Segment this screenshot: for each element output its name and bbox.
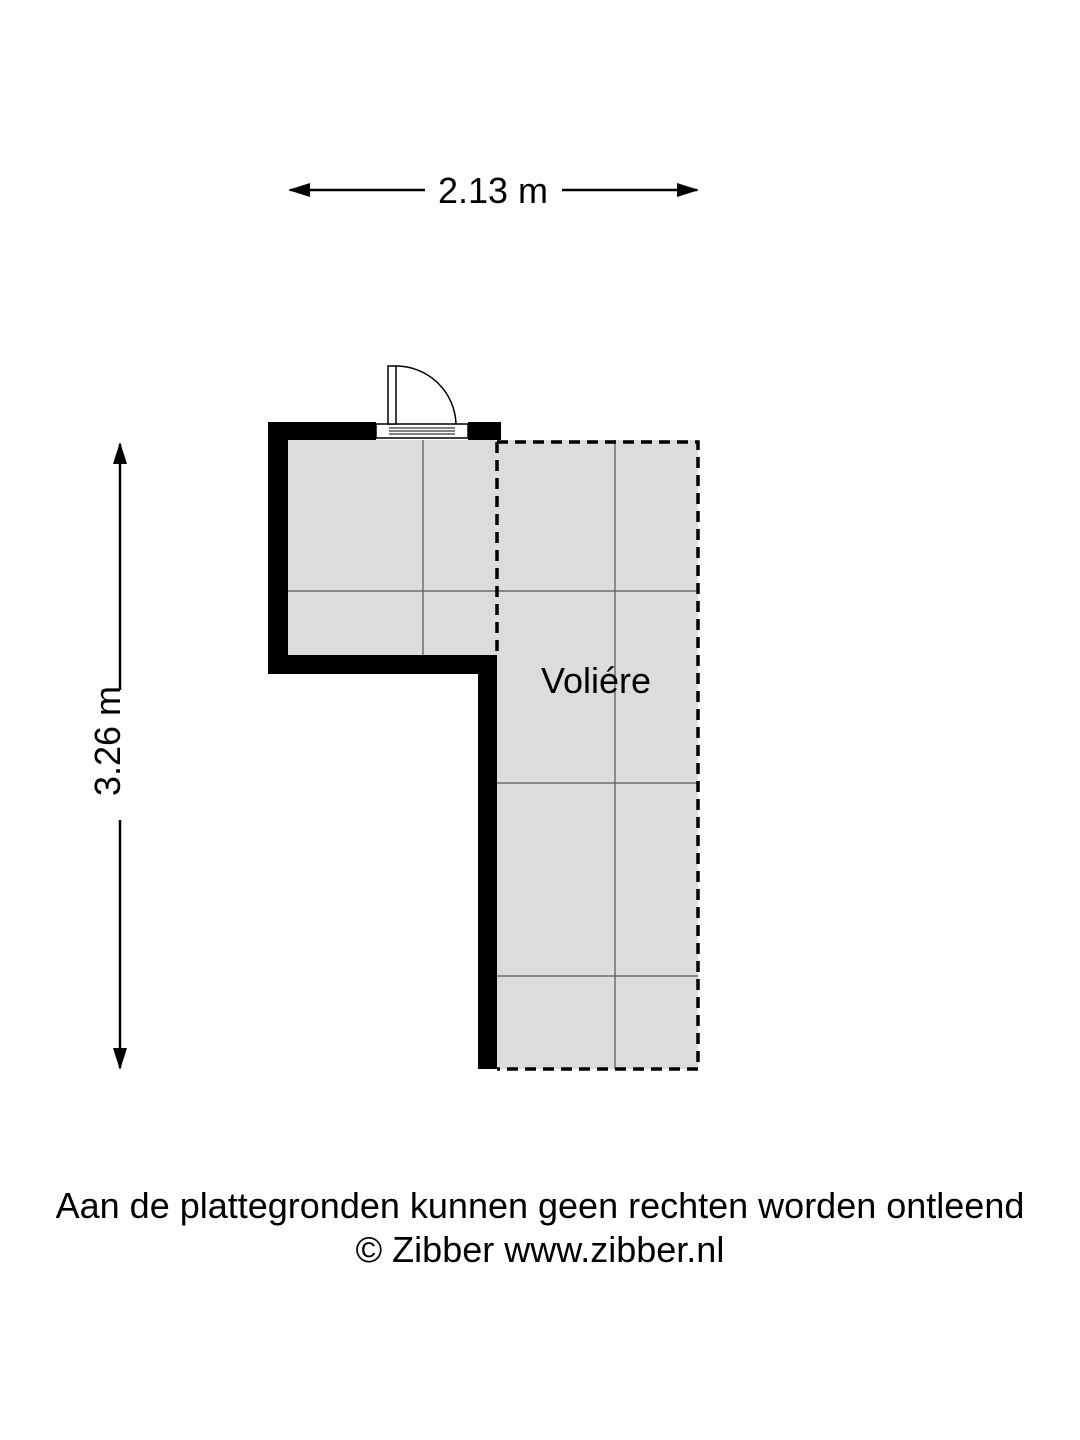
door (376, 366, 468, 438)
wall-left (268, 422, 288, 674)
height-dimension (87, 444, 128, 1068)
wall-bottom (268, 655, 497, 674)
disclaimer-text: Aan de plattegronden kunnen geen rechten worden ontleend (55, 1185, 1025, 1226)
door-leaf (388, 366, 396, 424)
wall-top-right (468, 422, 501, 440)
height-label: 3.26 m (87, 685, 128, 797)
door-swing-arc (396, 366, 456, 424)
room-label-voliere: Voliére (540, 660, 652, 701)
width-dimension (290, 170, 697, 211)
copyright-text: © Zibber www.zibber.nl (355, 1229, 725, 1270)
width-label: 2.13 m (437, 170, 549, 211)
wall-inner-vertical (478, 655, 497, 1069)
